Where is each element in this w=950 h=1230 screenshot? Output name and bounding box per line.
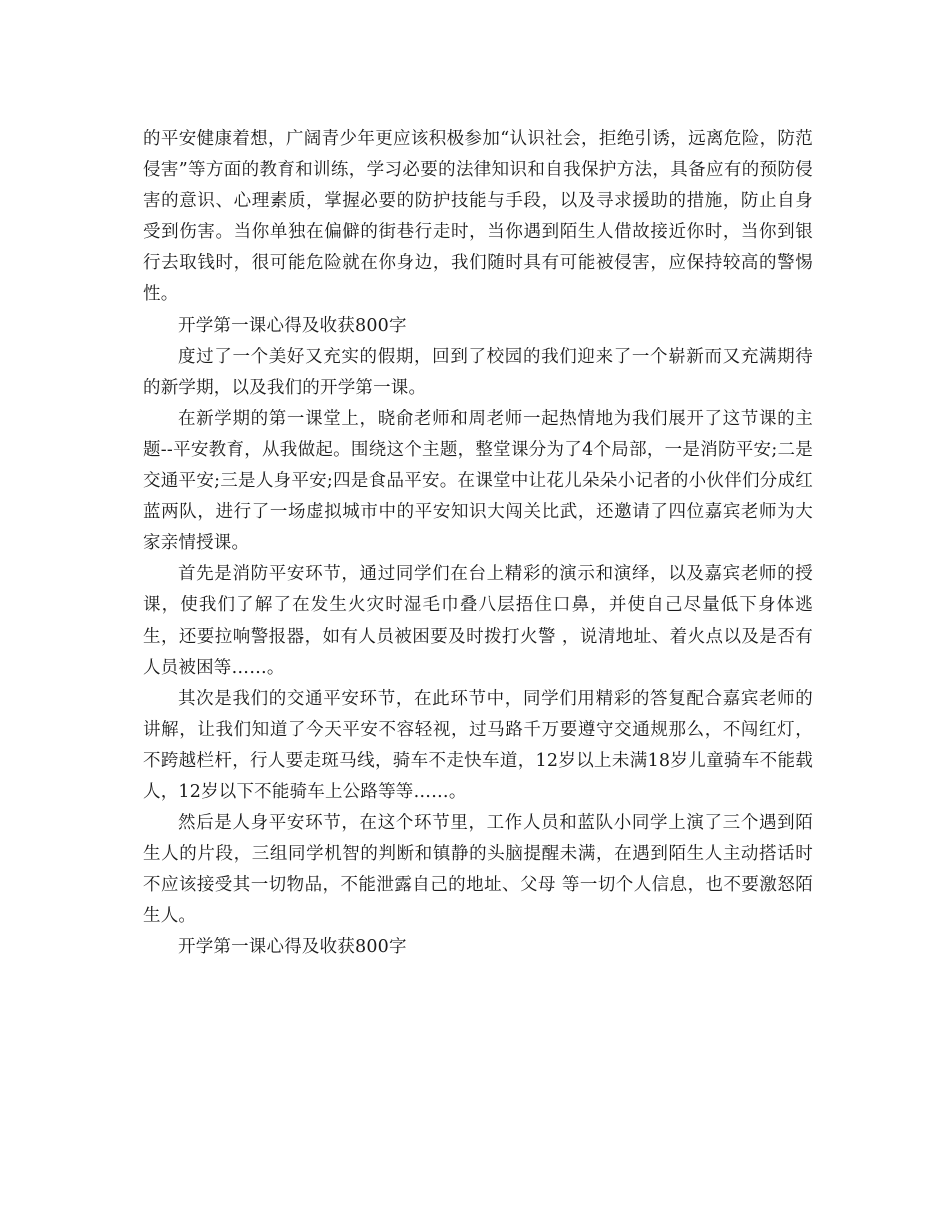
paragraph: 度过了一个美好又充实的假期，回到了校园的我们迎来了一个崭新而又充满期待的新学期，以及我们的开学第一课。 — [143, 346, 813, 398]
document-body — [143, 124, 813, 964]
paragraph: 首先是消防平安环节，通过同学们在台上精彩的演示和演绎，以及嘉宾老师的授课，使我们了解了在发生火灾时湿毛巾叠八层捂住口鼻，并使自己尽量低下身体逃生，还要拉响警报器，如有人员被困要及时拨打火警 ，说清地址、着火点以及是否有人员被困等……。 — [143, 564, 813, 678]
paragraph: 其次是我们的交通平安环节，在此环节中，同学们用精彩的答复配合嘉宾老师的讲解，让我们知道了今天平安不容轻视，过马路千万要遵守交通规那么，不闯红灯，不跨越栏杆，行人要走斑马线，骑车不走快车道，12岁以上未满18岁儿童骑车不能载人，12岁以下不能骑车上公路等等……。 — [143, 688, 813, 802]
paragraph-continuation: 的平安健康着想，广阔青少年更应该积极参加“认识社会，拒绝引诱，远离危险，防范侵害”等方面的教育和训练，学习必要的法律知识和自我保护方法，具备应有的预防侵害的意识、心理素质，掌握必要的防护技能与手段，以及寻求援助的措施，防止自身受到伤害。当你单独在偏僻的街巷行走时，当你遇到陌生人借故接近你时，当你到银行去取钱时，很可能危险就在你身边，我们随时具有可能被侵害，应保持较高的警惕性。 — [143, 129, 813, 305]
paragraph: 然后是人身平安环节，在这个环节里，工作人员和蓝队小同学上演了三个遇到陌生人的片段，三组同学机智的判断和镇静的头脑提醒未满，在遇到陌生人主动搭话时不应该接受其一切物品，不能泄露自己的地址、父母 等一切个人信息，也不要激怒陌生人。 — [143, 813, 813, 927]
section-heading: 开学第一课心得及收获800字 — [178, 937, 407, 958]
paragraph: 在新学期的第一课堂上，晓俞老师和周老师一起热情地为我们展开了这节课的主题--平安教育，从我做起。围绕这个主题，整堂课分为了4个局部，一是消防平安;二是交通平安;三是人身平安;四是食品平安。在课堂中让花儿朵朵小记者的小伙伴们分成红蓝两队，进行了一场虚拟城市中的平安知识大闯关比武，还邀请了四位嘉宾老师为大家亲情授课。 — [143, 408, 813, 554]
section-heading: 开学第一课心得及收获800字 — [178, 315, 407, 336]
